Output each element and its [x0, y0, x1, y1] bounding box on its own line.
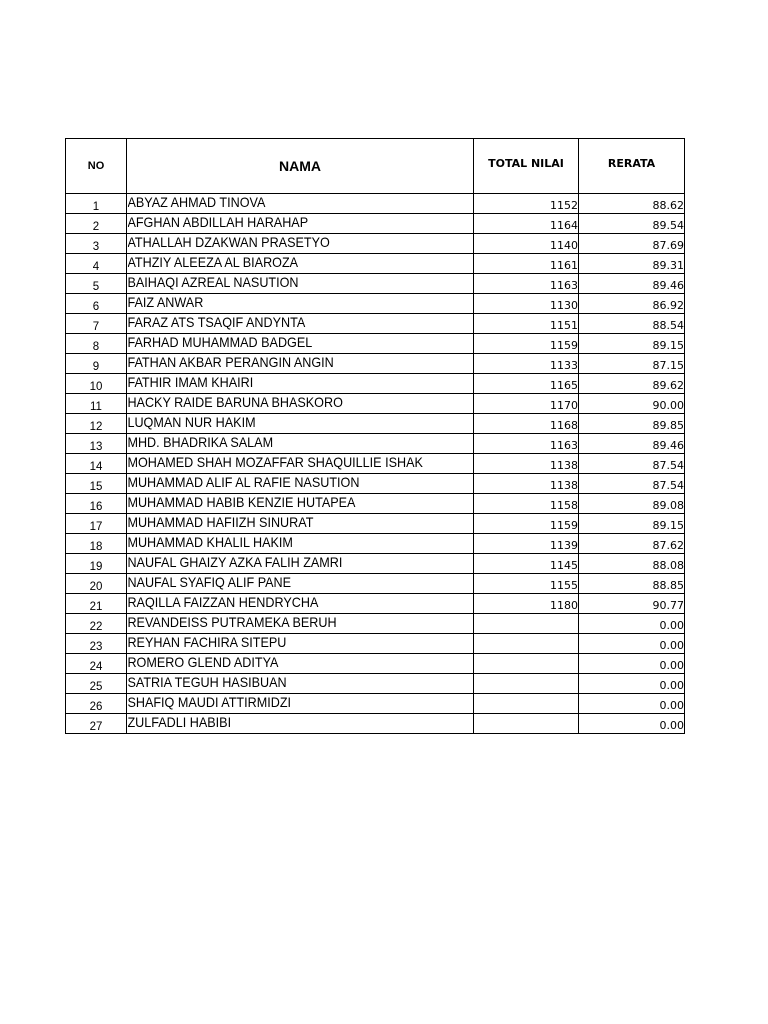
rerata: 87.69 — [579, 234, 685, 254]
row-number: 16 — [66, 494, 127, 514]
total-nilai: 1155 — [474, 574, 579, 594]
table-row — [66, 214, 685, 234]
row-number: 11 — [66, 394, 127, 414]
row-number: 9 — [66, 354, 127, 374]
rerata: 88.08 — [579, 554, 685, 574]
student-name: ABYAZ AHMAD TINOVA — [127, 194, 439, 214]
total-nilai — [474, 694, 579, 714]
table-row — [66, 474, 685, 494]
total-nilai: 1163 — [474, 434, 579, 454]
row-number: 6 — [66, 294, 127, 314]
total-nilai: 1158 — [474, 494, 579, 514]
student-name: AFGHAN ABDILLAH HARAHAP — [127, 214, 439, 234]
student-name: NAUFAL SYAFIQ ALIF PANE — [127, 574, 439, 594]
row-number: 5 — [66, 274, 127, 294]
total-nilai: 1133 — [474, 354, 579, 374]
rerata: 0.00 — [579, 694, 685, 714]
total-nilai: 1152 — [474, 194, 579, 214]
header-total-nilai: TOTAL NILAI — [474, 139, 579, 194]
total-nilai: 1163 — [474, 274, 579, 294]
student-name: ZULFADLI HABIBI — [127, 714, 439, 734]
total-nilai — [474, 654, 579, 674]
table-row — [66, 294, 685, 314]
table-row — [66, 354, 685, 374]
row-number: 3 — [66, 234, 127, 254]
header-nama: NAMA — [127, 139, 474, 194]
row-number: 19 — [66, 554, 127, 574]
student-name: FATHAN AKBAR PERANGIN ANGIN — [127, 354, 439, 374]
row-number: 10 — [66, 374, 127, 394]
table-row — [66, 374, 685, 394]
total-nilai: 1138 — [474, 454, 579, 474]
rerata: 87.54 — [579, 474, 685, 494]
row-number: 4 — [66, 254, 127, 274]
student-name: ATHZIY ALEEZA AL BIAROZA — [127, 254, 439, 274]
rerata: 87.15 — [579, 354, 685, 374]
rerata: 89.15 — [579, 514, 685, 534]
total-nilai: 1161 — [474, 254, 579, 274]
table-row — [66, 234, 685, 254]
rerata: 89.31 — [579, 254, 685, 274]
table-row — [66, 494, 685, 514]
table-row — [66, 714, 685, 734]
total-nilai: 1138 — [474, 474, 579, 494]
rerata: 90.00 — [579, 394, 685, 414]
table-row — [66, 274, 685, 294]
rerata: 90.77 — [579, 594, 685, 614]
student-name: FARHAD MUHAMMAD BADGEL — [127, 334, 439, 354]
total-nilai — [474, 714, 579, 734]
student-name: LUQMAN NUR HAKIM — [127, 414, 439, 434]
row-number: 2 — [66, 214, 127, 234]
student-name: REYHAN FACHIRA SITEPU — [127, 634, 439, 654]
student-name: RAQILLA FAIZZAN HENDRYCHA — [127, 594, 439, 614]
row-number: 8 — [66, 334, 127, 354]
table-row — [66, 674, 685, 694]
row-number: 22 — [66, 614, 127, 634]
rerata: 88.54 — [579, 314, 685, 334]
row-number: 12 — [66, 414, 127, 434]
student-name: REVANDEISS PUTRAMEKA BERUH — [127, 614, 439, 634]
student-name: FAIZ ANWAR — [127, 294, 439, 314]
total-nilai — [474, 614, 579, 634]
table-row — [66, 614, 685, 634]
table-row — [66, 514, 685, 534]
table-header — [66, 139, 685, 194]
rerata: 88.85 — [579, 574, 685, 594]
rerata: 0.00 — [579, 654, 685, 674]
rerata: 0.00 — [579, 674, 685, 694]
row-number: 1 — [66, 194, 127, 214]
total-nilai: 1151 — [474, 314, 579, 334]
total-nilai — [474, 634, 579, 654]
table-row — [66, 554, 685, 574]
table-body — [66, 194, 685, 734]
total-nilai: 1140 — [474, 234, 579, 254]
table-row — [66, 254, 685, 274]
total-nilai — [474, 674, 579, 694]
student-name: HACKY RAIDE BARUNA BHASKORO — [127, 394, 439, 414]
student-name: MUHAMMAD ALIF AL RAFIE NASUTION — [127, 474, 439, 494]
table-row — [66, 634, 685, 654]
row-number: 24 — [66, 654, 127, 674]
total-nilai: 1159 — [474, 514, 579, 534]
student-name: MUHAMMAD HABIB KENZIE HUTAPEA — [127, 494, 439, 514]
rerata: 0.00 — [579, 614, 685, 634]
rerata: 0.00 — [579, 634, 685, 654]
total-nilai: 1165 — [474, 374, 579, 394]
student-name: MUHAMMAD HAFIIZH SINURAT — [127, 514, 439, 534]
rerata: 87.62 — [579, 534, 685, 554]
total-nilai: 1130 — [474, 294, 579, 314]
row-number: 27 — [66, 714, 127, 734]
row-number: 13 — [66, 434, 127, 454]
rerata: 89.62 — [579, 374, 685, 394]
header-row — [66, 139, 685, 194]
row-number: 26 — [66, 694, 127, 714]
rerata: 89.46 — [579, 274, 685, 294]
row-number: 18 — [66, 534, 127, 554]
table-row — [66, 314, 685, 334]
table-row — [66, 594, 685, 614]
total-nilai: 1164 — [474, 214, 579, 234]
student-name: FATHIR IMAM KHAIRI — [127, 374, 439, 394]
total-nilai: 1180 — [474, 594, 579, 614]
score-table — [65, 138, 685, 734]
table-row — [66, 434, 685, 454]
student-name: ATHALLAH DZAKWAN PRASETYO — [127, 234, 439, 254]
table-row — [66, 694, 685, 714]
header-rerata: RERATA — [579, 139, 685, 194]
rerata: 89.85 — [579, 414, 685, 434]
table-row — [66, 534, 685, 554]
row-number: 20 — [66, 574, 127, 594]
rerata: 88.62 — [579, 194, 685, 214]
rerata: 89.08 — [579, 494, 685, 514]
row-number: 21 — [66, 594, 127, 614]
rerata: 89.54 — [579, 214, 685, 234]
student-name: SHAFIQ MAUDI ATTIRMIDZI — [127, 694, 439, 714]
student-name: NAUFAL GHAIZY AZKA FALIH ZAMRI — [127, 554, 439, 574]
table-row — [66, 334, 685, 354]
rerata: 89.15 — [579, 334, 685, 354]
table-row — [66, 654, 685, 674]
student-name: FARAZ ATS TSAQIF ANDYNTA — [127, 314, 439, 334]
total-nilai: 1139 — [474, 534, 579, 554]
row-number: 7 — [66, 314, 127, 334]
total-nilai: 1168 — [474, 414, 579, 434]
rerata: 87.54 — [579, 454, 685, 474]
student-name: MHD. BHADRIKA SALAM — [127, 434, 439, 454]
student-name: ROMERO GLEND ADITYA — [127, 654, 439, 674]
table-row — [66, 414, 685, 434]
total-nilai: 1170 — [474, 394, 579, 414]
student-name: BAIHAQI AZREAL NASUTION — [127, 274, 439, 294]
total-nilai: 1159 — [474, 334, 579, 354]
student-name: MOHAMED SHAH MOZAFFAR SHAQUILLIE ISHAK — [127, 454, 439, 474]
table-row — [66, 394, 685, 414]
header-no: NO — [66, 139, 127, 194]
rerata: 86.92 — [579, 294, 685, 314]
row-number: 17 — [66, 514, 127, 534]
rerata: 0.00 — [579, 714, 685, 734]
student-name: SATRIA TEGUH HASIBUAN — [127, 674, 439, 694]
total-nilai: 1145 — [474, 554, 579, 574]
row-number: 25 — [66, 674, 127, 694]
row-number: 14 — [66, 454, 127, 474]
table-row — [66, 454, 685, 474]
row-number: 23 — [66, 634, 127, 654]
student-name: MUHAMMAD KHALIL HAKIM — [127, 534, 439, 554]
table-row — [66, 194, 685, 214]
row-number: 15 — [66, 474, 127, 494]
table-row — [66, 574, 685, 594]
rerata: 89.46 — [579, 434, 685, 454]
